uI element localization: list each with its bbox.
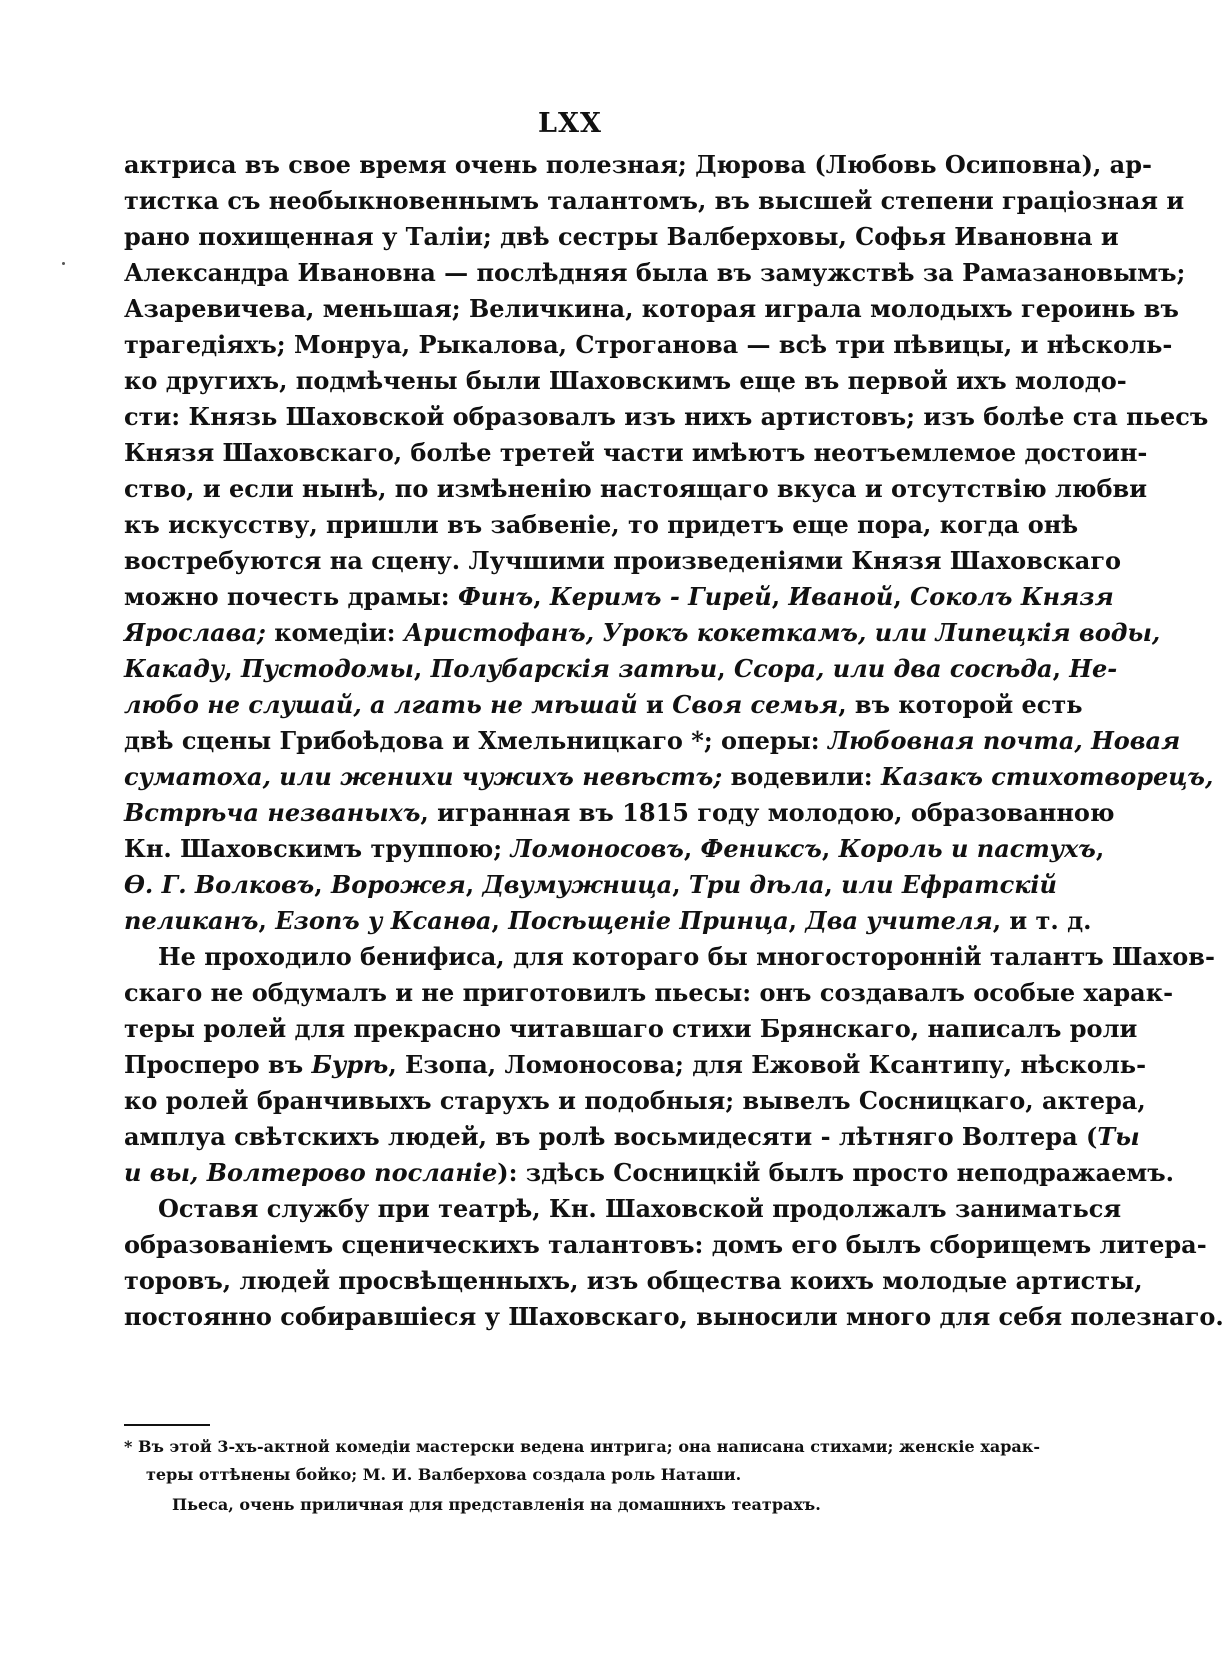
- text-run: , въ которой есть: [838, 690, 1083, 719]
- text-line-13: [124, 582, 1114, 612]
- italic-title: Какаду: [124, 654, 225, 683]
- italic-title: Любовная почта, Новая: [827, 726, 1181, 755]
- text-run: ,: [821, 834, 839, 863]
- text-run: амплуа свѣтскихъ людей, въ ролѣ восьмидесяти - лѣтняго Волтера (: [124, 1122, 1098, 1151]
- text-run: Александра Ивановна — послѣдняя была въ замужствѣ за Рамазановымъ;: [124, 258, 1186, 287]
- text-line-33: [124, 1302, 1224, 1332]
- text-run: Кн. Шаховскимъ труппою;: [124, 834, 511, 863]
- italic-title: Езопъ у Ксанѳа: [275, 906, 492, 935]
- text-line-15: [124, 654, 1118, 684]
- text-run: и: [637, 690, 673, 719]
- text-run: трагедіяхъ; Монруа, Рыкалова, Строганова — всѣ три пѣвицы, и нѣсколь-: [124, 330, 1173, 359]
- italic-title: Ѳ. Г. Волковъ: [124, 870, 315, 899]
- text-run: ,: [1095, 834, 1105, 863]
- text-line-5: [124, 294, 1179, 324]
- italic-title: Финъ: [458, 582, 534, 611]
- italic-title: Аристофанъ, Урокъ кокеткамъ, или Липецкія воды,: [403, 618, 1161, 647]
- italic-title: Три дѣла: [688, 870, 825, 899]
- italic-title: Керимъ - Гирей: [549, 582, 772, 611]
- italic-title: Два учителя: [805, 906, 993, 935]
- text-run: постоянно собиравшіеся у Шаховскаго, выносили много для себя полезнаго.: [124, 1302, 1224, 1331]
- text-run: торовъ, людей просвѣщенныхъ, изъ общества коихъ молодые артисты,: [124, 1266, 1143, 1295]
- text-line-16: [124, 690, 1083, 720]
- text-line-1: [124, 150, 1152, 180]
- text-line-21: [124, 870, 1057, 900]
- italic-title: Полубарскія затѣи: [430, 654, 718, 683]
- text-line-11: [124, 510, 1079, 540]
- text-run: ,: [788, 906, 806, 935]
- text-line-28: [124, 1122, 1140, 1152]
- italic-title: Ярослава;: [124, 618, 266, 647]
- italic-title: Не-: [1069, 654, 1118, 683]
- italic-title: Ссора, или два сосѣда: [733, 654, 1053, 683]
- text-line-19: [124, 798, 1115, 828]
- text-line-31: [124, 1230, 1207, 1260]
- italic-title: пеликанъ: [124, 906, 259, 935]
- text-run: ,: [491, 906, 509, 935]
- text-line-14: [124, 618, 1161, 648]
- text-line-17: [124, 726, 1181, 756]
- text-run: Не проходило бенифиса, для котораго бы многосторонній талантъ Шахов-: [158, 942, 1215, 971]
- text-line-10: [124, 474, 1147, 504]
- text-line-30: [158, 1194, 1122, 1224]
- text-run: ,: [224, 654, 241, 683]
- scan-speck: [62, 262, 65, 265]
- text-run: ,: [258, 906, 276, 935]
- text-run: сти: Князь Шаховской образовалъ изъ нихъ артистовъ; изъ болѣе ста пьесъ: [124, 402, 1209, 431]
- text-run: ко ролей бранчивыхъ старухъ и подобныя; вывелъ Сосницкаго, актера,: [124, 1086, 1146, 1115]
- italic-title: Встрѣча незваныхъ: [124, 798, 421, 827]
- italic-title: Своя семья: [672, 690, 839, 719]
- text-run: рано похищенная у Таліи; двѣ сестры Валберховы, Софья Ивановна и: [124, 222, 1119, 251]
- text-line-23: [158, 942, 1215, 972]
- italic-title: Соколъ Князя: [910, 582, 1114, 611]
- text-run: скаго не обдумалъ и не приготовилъ пьесы: онъ создавалъ особые харак-: [124, 978, 1174, 1007]
- footnote-line-2: теры оттѣнены бойко; М. И. Валберхова создала роль Наташи.: [146, 1465, 742, 1484]
- italic-title: Ты: [1097, 1122, 1140, 1151]
- italic-title: Король и пастухъ: [838, 834, 1096, 863]
- italic-title: Пустодомы: [240, 654, 414, 683]
- text-line-20: [124, 834, 1105, 864]
- italic-title: Казакъ стихотворецъ,: [880, 762, 1214, 791]
- text-line-2: [124, 186, 1185, 216]
- text-run: къ искусству, пришли въ забвеніе, то придетъ еще пора, когда онѣ: [124, 510, 1079, 539]
- text-run: двѣ сцены Грибоѣдова и Хмельницкаго *; оперы:: [124, 726, 828, 755]
- italic-title: Двумужница: [482, 870, 673, 899]
- text-run: ,: [771, 582, 789, 611]
- text-run: , и т. д.: [992, 906, 1092, 935]
- text-line-32: [124, 1266, 1143, 1296]
- text-line-4: [124, 258, 1186, 288]
- text-run: , Езопа, Ломоносова; для Ежовой Ксантипу, нѣсколь-: [388, 1050, 1147, 1079]
- text-run: можно почесть драмы:: [124, 582, 459, 611]
- text-run: ,: [717, 654, 734, 683]
- text-line-12: [124, 546, 1122, 576]
- footnote-line-1: * Въ этой 3-хъ-актной комедіи мастерски ведена интрига; она написана стихами; женскіе харак-: [124, 1437, 1040, 1456]
- text-run: востребуются на сцену. Лучшими произведеніями Князя Шаховскаго: [124, 546, 1122, 575]
- italic-title: любо не слушай, а лгать не мѣшай: [124, 690, 638, 719]
- text-run: ,: [683, 834, 701, 863]
- text-run: ,: [672, 870, 689, 899]
- text-run: ,: [1052, 654, 1070, 683]
- italic-title: и вы, Волтерово посланіе: [124, 1158, 498, 1187]
- text-run: ): здѣсь Сосницкій былъ просто неподражаемъ.: [497, 1158, 1175, 1187]
- text-line-22: [124, 906, 1092, 936]
- italic-title: Посѣщеніе Принца: [508, 906, 789, 935]
- italic-title: суматоха, или женихи чужихъ невѣстъ;: [124, 762, 723, 791]
- text-line-3: [124, 222, 1119, 252]
- text-run: ,: [824, 870, 842, 899]
- italic-title: Ломоносовъ: [510, 834, 684, 863]
- italic-title: Ворожея: [330, 870, 466, 899]
- text-line-26: [124, 1050, 1147, 1080]
- italic-title: Фениксъ: [700, 834, 822, 863]
- text-line-29: [124, 1158, 1175, 1188]
- text-run: ство, и если нынѣ, по измѣненію настоящаго вкуса и отсутствію любви: [124, 474, 1147, 503]
- page-number: LXX: [538, 108, 602, 139]
- text-line-24: [124, 978, 1174, 1008]
- text-run: ко другихъ, подмѣчены были Шаховскимъ еще въ первой ихъ молодо-: [124, 366, 1127, 395]
- text-run: образованіемъ сценическихъ талантовъ: домъ его былъ сборищемъ литера-: [124, 1230, 1207, 1259]
- text-line-6: [124, 330, 1173, 360]
- text-run: ,: [413, 654, 431, 683]
- text-run: ,: [533, 582, 550, 611]
- text-run: водевили:: [722, 762, 881, 791]
- text-run: комедіи:: [265, 618, 404, 647]
- footnote-line-3: Пьеса, очень приличная для представленія на домашнихъ театрахъ.: [172, 1495, 821, 1514]
- footnote-divider: [124, 1424, 210, 1426]
- text-run: ,: [893, 582, 911, 611]
- text-run: ,: [314, 870, 331, 899]
- italic-title: или Ефратскій: [841, 870, 1057, 899]
- text-line-7: [124, 366, 1127, 396]
- text-run: Князя Шаховскаго, болѣе третей части имѣютъ неотъемлемое достоин-: [124, 438, 1148, 467]
- text-line-27: [124, 1086, 1146, 1116]
- text-run: Просперо въ: [124, 1050, 312, 1079]
- text-line-8: [124, 402, 1209, 432]
- text-run: Азаревичева, меньшая; Величкина, которая играла молодыхъ героинь въ: [124, 294, 1179, 323]
- text-run: ,: [465, 870, 483, 899]
- text-line-18: [124, 762, 1214, 792]
- text-line-9: [124, 438, 1148, 468]
- italic-title: Иваной: [788, 582, 894, 611]
- text-run: Оставя службу при театрѣ, Кн. Шаховской продолжалъ заниматься: [158, 1194, 1122, 1223]
- text-run: актриса въ свое время очень полезная; Дюрова (Любовь Осиповна), ар-: [124, 150, 1152, 179]
- text-line-25: [124, 1014, 1138, 1044]
- italic-title: Бурѣ: [311, 1050, 389, 1079]
- text-run: теры ролей для прекрасно читавшаго стихи Брянскаго, написалъ роли: [124, 1014, 1138, 1043]
- text-run: , игранная въ 1815 году молодою, образованною: [420, 798, 1115, 827]
- text-run: тистка съ необыкновеннымъ талантомъ, въ высшей степени граціозная и: [124, 186, 1185, 215]
